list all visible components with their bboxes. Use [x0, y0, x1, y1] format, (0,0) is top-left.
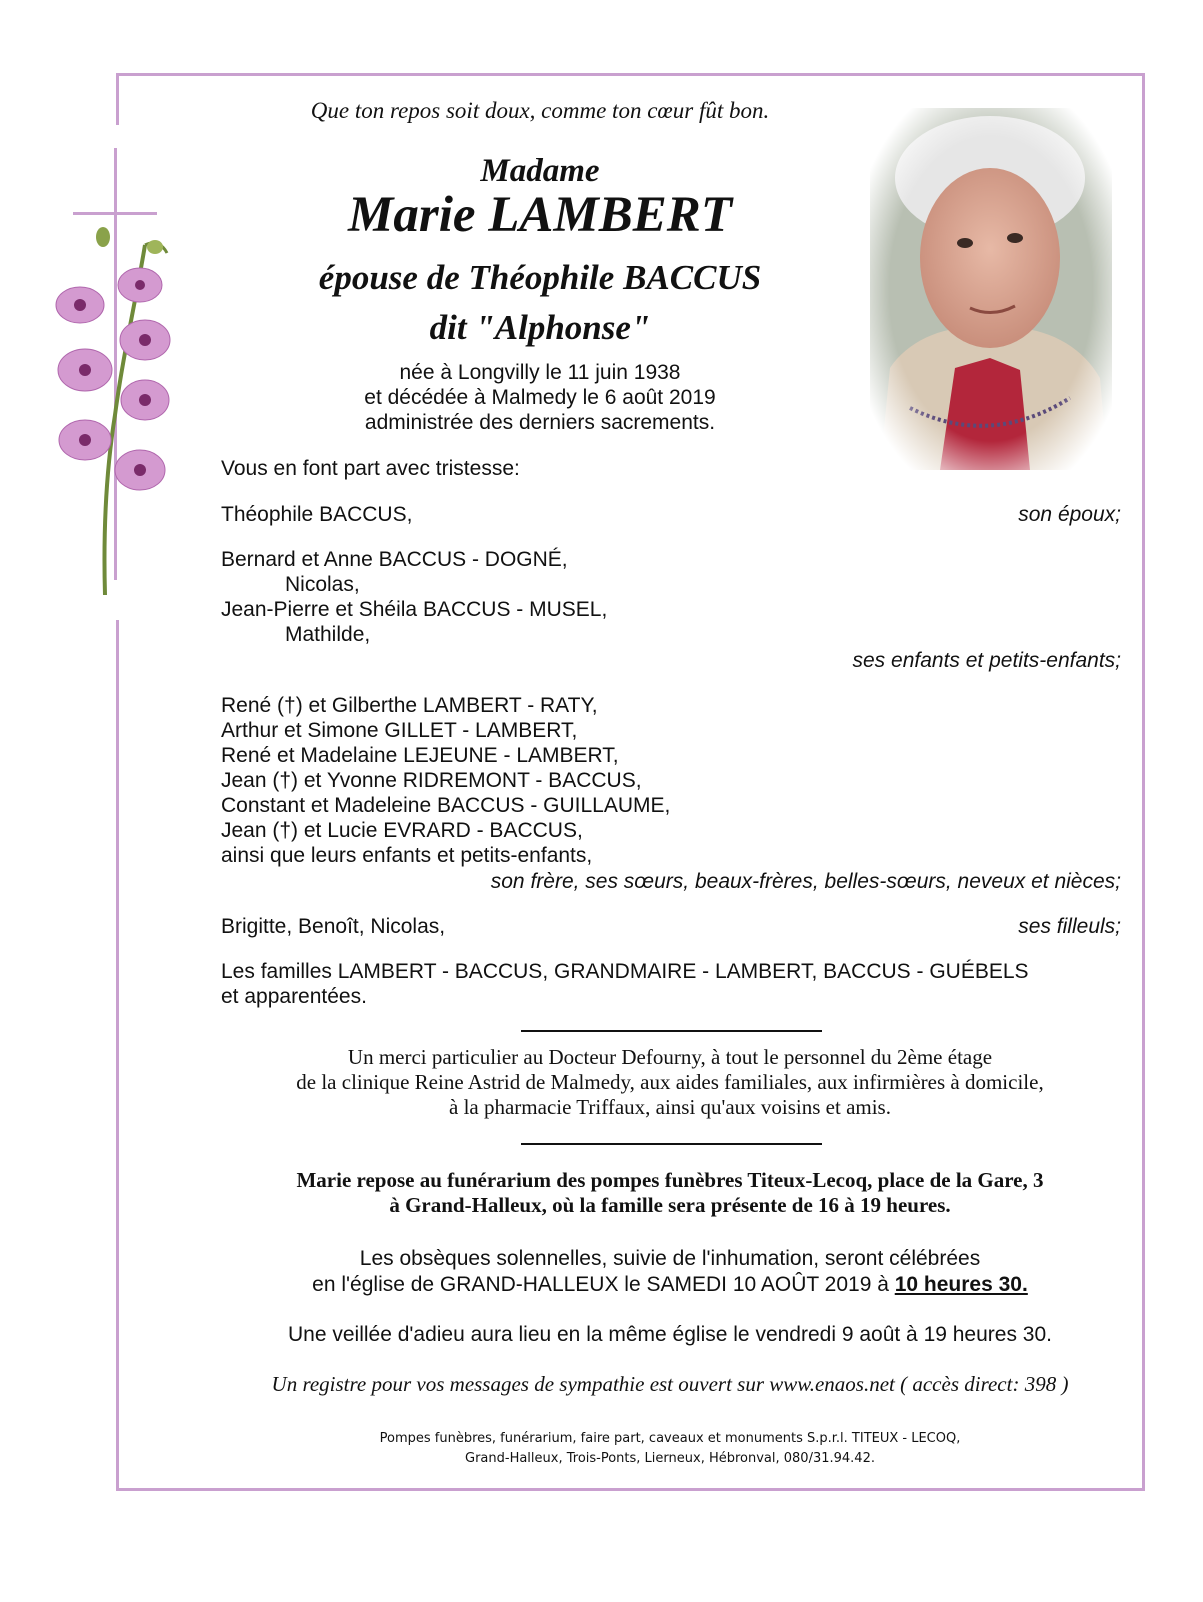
portrait-photo [870, 108, 1112, 470]
frame-left-border-bottom [116, 620, 119, 1491]
spouse-role: son époux; [1018, 503, 1121, 526]
bio-birth: née à Longvilly le 11 juin 1938 [399, 361, 681, 384]
announcement-intro: Vous en font part avec tristesse: [221, 457, 520, 480]
motto: Que ton repos soit doux, comme ton cœur fût bon. [310, 98, 770, 123]
list-item: ainsi que leurs enfants et petits-enfants, [221, 844, 593, 867]
divider-top [521, 1030, 822, 1032]
spouse-name: Théophile BACCUS, [221, 503, 413, 526]
guestbook-note: Un registre pour vos messages de sympathie est ouvert sur www.enaos.net ( accès direct: 398 ) [271, 1372, 1069, 1396]
funeral-date: en l'église de GRAND-HALLEUX le SAMEDI 10 AOÛT 2019 à [312, 1273, 895, 1296]
list-item: René et Madelaine LEJEUNE - LAMBERT, [221, 744, 619, 767]
list-item: Arthur et Simone GILLET - LAMBERT, [221, 719, 578, 742]
funeral-line [170, 1272, 1170, 1298]
nickname-line: dit "Alphonse" [429, 308, 651, 347]
list-item: Les familles LAMBERT - BACCUS, GRANDMAIRE - LAMBERT, BACCUS - GUÉBELS [221, 960, 1029, 983]
frame-left-border-top [116, 73, 119, 125]
funeral-home-footer [170, 1429, 1170, 1469]
siblings-role: son frère, ses sœurs, beaux-frères, belles-sœurs, neveux et nièces; [490, 870, 1121, 893]
funeral-info [170, 1246, 1170, 1298]
honorific: Madame [480, 153, 600, 189]
footer-line: Pompes funèbres, funérarium, faire part, caveaux et monuments S.p.r.l. TITEUX - LECOQ, [379, 1431, 961, 1446]
thanks-line: Un merci particulier au Docteur Defourny, à tout le personnel du 2ème étage [347, 1045, 993, 1069]
bio-sacraments: administrée des derniers sacrements. [364, 411, 716, 434]
list-item: Bernard et Anne BACCUS - DOGNÉ, [221, 548, 568, 571]
vigil-info: Une veillée d'adieu aura lieu en la même église le vendredi 9 août à 19 heures 30. [287, 1323, 1052, 1346]
godchildren-names: Brigitte, Benoît, Nicolas, [221, 915, 446, 938]
list-item: Mathilde, [285, 623, 371, 646]
children-list [221, 547, 607, 647]
families-list [221, 959, 1029, 1009]
orchid-illustration [45, 225, 185, 595]
list-item: Jean (†) et Yvonne RIDREMONT - BACCUS, [221, 769, 642, 792]
bio-block [230, 360, 850, 435]
frame-bottom-border [118, 1488, 1145, 1491]
repose-line: à Grand-Halleux, où la famille sera présente de 16 à 19 heures. [389, 1193, 951, 1217]
bio-death: et décédée à Malmedy le 6 août 2019 [364, 386, 716, 409]
footer-line: Grand-Halleux, Trois-Ponts, Lierneux, Hébronval, 080/31.94.42. [465, 1451, 875, 1466]
frame-top-border [118, 73, 1145, 76]
children-role: ses enfants et petits-enfants; [852, 649, 1121, 672]
funeral-time: 10 heures 30. [894, 1273, 1028, 1296]
thanks-line: à la pharmacie Triffaux, ainsi qu'aux voisins et amis. [449, 1095, 891, 1119]
list-item: Jean-Pierre et Shéila BACCUS - MUSEL, [221, 598, 608, 621]
deceased-name: Marie LAMBERT [348, 187, 732, 243]
list-item: Constant et Madeleine BACCUS - GUILLAUME, [221, 794, 671, 817]
spouse-line: épouse de Théophile BACCUS [318, 258, 762, 297]
siblings-list [221, 693, 670, 868]
funerarium-info [170, 1168, 1170, 1218]
thanks-line: de la clinique Reine Astrid de Malmedy, aux aides familiales, aux infirmières à domicile, [296, 1070, 1044, 1094]
funeral-line: Les obsèques solennelles, suivie de l'inhumation, seront célébrées [359, 1247, 981, 1270]
cross-horizontal-bar [73, 212, 157, 215]
divider-bottom [521, 1143, 822, 1145]
list-item: et apparentées. [221, 985, 367, 1008]
repose-line: Marie repose au funérarium des pompes funèbres Titeux-Lecoq, place de la Gare, 3 [296, 1168, 1044, 1192]
thanks-block [170, 1045, 1170, 1120]
list-item: Jean (†) et Lucie EVRARD - BACCUS, [221, 819, 583, 842]
list-item: René (†) et Gilberthe LAMBERT - RATY, [221, 694, 598, 717]
godchildren-role: ses filleuls; [1018, 915, 1121, 938]
list-item: Nicolas, [285, 573, 360, 596]
